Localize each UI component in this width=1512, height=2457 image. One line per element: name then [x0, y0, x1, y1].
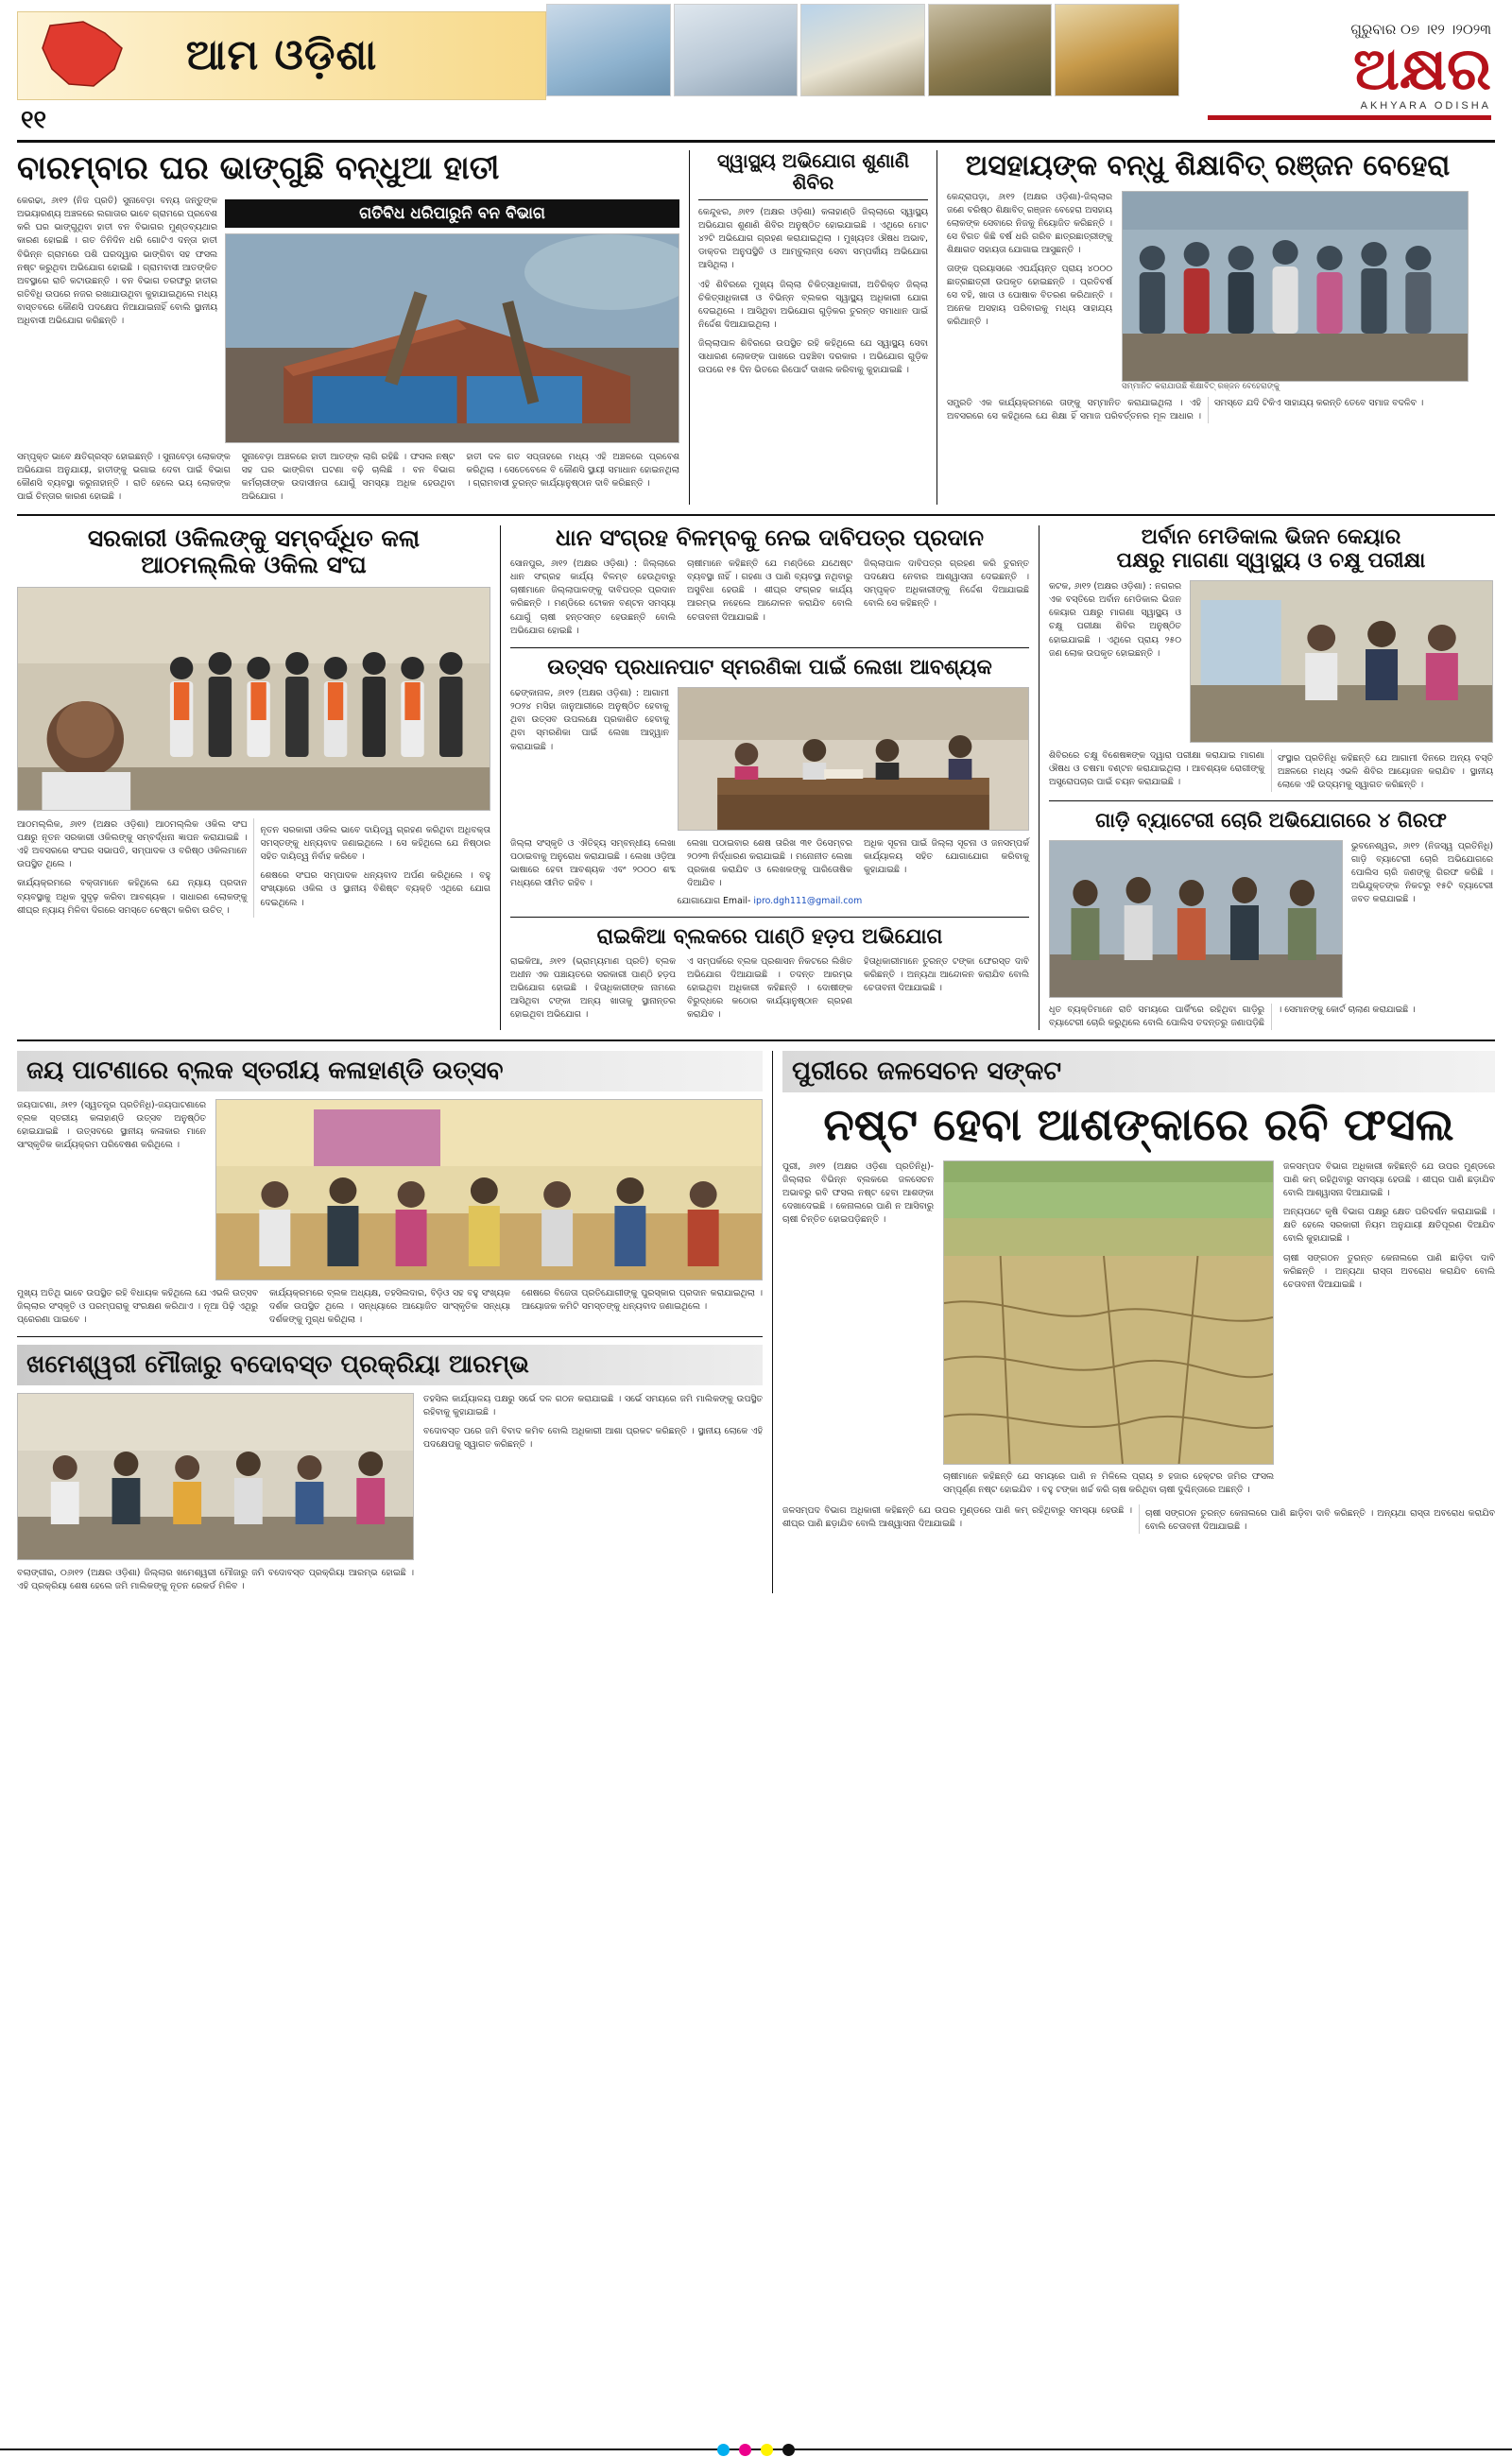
utsav-body-1: ଢେଙ୍କାନାଳ, ୬ା୧୨ (ଅକ୍ଷର ଓଡ଼ିଶା) : ଆଗାମୀ ୨୦୨୪ ମସିହା ଜାନୁଆରୀରେ ଅନୁଷ୍ଠିତ ହେବାକୁ ଥିବା ଉତ୍ସବ ଉପଲକ୍ଷେ ପ୍ରକାଶିତ ହେବାକୁ ଥିବା ସ୍ମରଣିକା ପାଇଁ ଲେଖା ଆହ୍ୱାନ କରାଯାଇଛି ।: [510, 688, 669, 752]
lawyer-headline-line1: ସରକାରୀ ଓକିଲଙ୍କୁ ସମ୍ବର୍ଦ୍ଧିତ କଲା: [87, 524, 421, 552]
paddy-headline: ଧାନ ସଂଗ୍ରହ ବିଳମ୍ବକୁ ନେଇ ଦାବିପତ୍ର ପ୍ରଦାନ: [555, 524, 985, 551]
stage-event-illustration: [216, 1100, 762, 1280]
theft-photo: [1049, 840, 1343, 998]
puri-body-3: ଜଳସମ୍ପଦ ବିଭାଗ ଅଧିକାରୀ କହିଛନ୍ତି ଯେ ଉପର ମୁଣ୍ଡରେ ପାଣି କମ୍ ରହିଥିବାରୁ ସମସ୍ୟା ହେଉଛି । ଶୀଘ୍ର ପାଣି ଛଡ଼ାଯିବ ବୋଲି ଆଶ୍ୱାସନା ଦିଆଯାଇଛି ।: [1283, 1160, 1495, 1199]
utsav-body-4: ଅଧିକ ସୂଚନା ପାଇଁ ଜିଲ୍ଲା ସୂଚନା ଓ ଜନସମ୍ପର୍କ କାର୍ଯ୍ୟାଳୟ ସହିତ ଯୋଗାଯୋଗ କରିବାକୁ କୁହାଯାଇଛି ।: [864, 838, 1029, 876]
elephant-body-3: ସୁନାବେଡ଼ା ଅଞ୍ଚଳରେ ହାତୀ ଆତଙ୍କ ଲାଗି ରହିଛି । ଫସଲ ନଷ୍ଟ ସହ ଘର ଭାଙ୍ଗିବା ଘଟଣା ବଢ଼ି ଚାଲିଛି । ବନ ବିଭାଗ କର୍ମଚାରୀଙ୍କ ଉଦାସୀନତା ଯୋଗୁଁ ସମସ୍ୟା ଅଧିକ ହେଉଥିବା ଅଭିଯୋଗ ।: [241, 452, 455, 503]
story-health-camp: [690, 150, 937, 505]
paddy-body-3: ଜିଲ୍ଲାପାଳ ଦାବିପତ୍ର ଗ୍ରହଣ କରି ତୁରନ୍ତ ପଦକ୍ଷେପ ନେବାର ଆଶ୍ୱାସନା ଦେଇଛନ୍ତି । ସମ୍ପୃକ୍ତ ଅଧିକାରୀଙ୍କୁ ନିର୍ଦ୍ଦେଶ ଦିଆଯାଇଛି ବୋଲି ସେ କହିଛନ୍ତି ।: [864, 558, 1029, 610]
kalahandi-body-1: ଜୟପାଟଣା, ୬ା୧୨ (ସ୍ୱତନ୍ତ୍ର ପ୍ରତିନିଧି)-ଜୟପାଟଣାରେ ବ୍ଲକ ସ୍ତରୀୟ କଳାହାଣ୍ଡି ଉତ୍ସବ ଅନୁଷ୍ଠିତ ହୋଇଯାଇଛି । ଉତ୍ସବରେ ସ୍ଥାନୀୟ କଳାକାର ମାନେ ସାଂସ୍କୃତିକ କାର୍ଯ୍ୟକ୍ରମ ପରିବେଷଣ କରିଥିଲେ ।: [17, 1099, 206, 1151]
color-bar-line: [0, 2448, 1512, 2450]
lawyers-group-illustration: [18, 588, 490, 810]
medical-headline-line1: ଅର୍ବାନ ମେଡିକାଲ ଭିଜନ କେୟାର: [1141, 524, 1401, 549]
elephant-photo: [225, 233, 679, 443]
khameswari-body-2: ତହସିଲ କାର୍ଯ୍ୟାଳୟ ପକ୍ଷରୁ ସର୍ଭେ ଦଳ ଗଠନ କରାଯାଇଛି । ସର୍ଭେ ସମୟରେ ଜମି ମାଲିକଙ୍କୁ ଉପସ୍ଥିତ ରହିବାକୁ କୁହାଯାଇଛି ।: [423, 1394, 763, 1418]
group-photo-illustration: [1123, 192, 1468, 381]
kalahandi-body-3: କାର୍ଯ୍ୟକ୍ରମରେ ବ୍ଲକ ଅଧ୍ୟକ୍ଷ, ତହସିଲଦାର, ବିଡ଼ିଓ ସହ ବହୁ ସଂଖ୍ୟକ ଦର୍ଶକ ଉପସ୍ଥିତ ଥିଲେ । ସନ୍ଧ୍ୟାରେ ଆୟୋଜିତ ସାଂସ୍କୃତିକ ସନ୍ଧ୍ୟା ଦର୍ଶକଙ୍କୁ ମୁଗ୍ଧ କରିଥିଲା ।: [269, 1287, 510, 1326]
masthead-photo-strip: [546, 0, 1179, 140]
puri-body-5-dup: ଚାଷୀ ସଙ୍ଗଠନ ତୁରନ୍ତ କେନାଲରେ ପାଣି ଛାଡ଼ିବା ଦାବି କରିଛନ୍ତି । ଅନ୍ୟଥା ରାସ୍ତା ଅବରୋଧ କରାଯିବ ବୋଲି ଚେତାବନୀ ଦିଆଯାଇଛି ।: [1145, 1508, 1495, 1533]
story-medical: [1049, 525, 1493, 793]
elephant-body-2: ସମ୍ପୃକ୍ତ ଭାବେ କ୍ଷତିଗ୍ରସ୍ତ ହୋଇଛନ୍ତି । ସୁନାବେଡ଼ା ଲୋକଙ୍କ ଅଭିଯୋଗ ଅନୁଯାୟୀ, ହାତୀଙ୍କୁ ଭଗାଇ ଦେବା ପାଇଁ ବିଭାଗ କୌଣସି ବ୍ୟବସ୍ଥା କରୁନାହାନ୍ତି । ରାତି ହେଲେ ଭୟ ଲୋକଙ୍କ ପାଇଁ ଚିନ୍ତାର କାରଣ ହୋଇଛି ।: [17, 452, 231, 503]
story-lawyer: [17, 525, 501, 1030]
masthead-photo-4: [928, 4, 1053, 96]
newspaper-logo-sub: AKHYARA ODISHA: [1360, 99, 1491, 112]
paddy-body-1: ସୋନପୁର, ୬ା୧୨ (ଅକ୍ଷର ଓଡ଼ିଶା) : ଜିଲ୍ଲାରେ ଧାନ ସଂଗ୍ରହ କାର୍ଯ୍ୟ ବିଳମ୍ବ ହେଉଥିବାରୁ ଚାଷୀମାନେ ଜିଲ୍ଲାପାଳଙ୍କୁ ଦାବିପତ୍ର ପ୍ରଦାନ କରିଛନ୍ତି । ମଣ୍ଡିରେ ଟୋକନ ବଣ୍ଟନ ସମସ୍ୟା ଯୋଗୁଁ ଚାଷୀ ହନ୍ତସନ୍ତ ହେଉଛନ୍ତି ବୋଲି ଅଭିଯୋଗ ହୋଇଛି ।: [510, 558, 676, 636]
kalahandi-utsav-banner: ଜୟ ପାଟଣାରେ ବ୍ଲକ ସ୍ତରୀୟ କଳାହାଣ୍ଡି ଉତ୍ସବ: [17, 1051, 763, 1091]
ranjan-photo: [1122, 191, 1469, 382]
story-ranjan: [937, 150, 1469, 505]
masthead-left: [17, 0, 546, 140]
masthead-photo-1: [546, 4, 671, 96]
khameswari-banner: ଖମେଶ୍ୱରୀ ମୌଜାରୁ ବଦୋବସ୍ତ ପ୍ରକ୍ରିୟା ଆରମ୍ଭ: [17, 1345, 763, 1385]
color-dot-magenta: [739, 2444, 751, 2456]
right-stack: [1040, 525, 1493, 1030]
ranjan-body-3: ସମ୍ପ୍ରତି ଏକ କାର୍ଯ୍ୟକ୍ରମରେ ତାଙ୍କୁ ସମ୍ମାନିତ କରାଯାଇଥିଲା । ଏହି ଅବସରରେ ସେ କହିଥିଲେ ଯେ ଶିକ୍ଷା ହିଁ ସମାଜ ପରିବର୍ତ୍ତନର ମୂଳ ଆଧାର । ସମସ୍ତେ ଯଦି ଟିକିଏ ସାହାଯ୍ୟ କରନ୍ତି ତେବେ ସମାଜ ବଦଳିବ ।: [947, 397, 1424, 421]
medical-body-1: କଟକ, ୬ା୧୨ (ଅକ୍ଷର ଓଡ଼ିଶା) : ନଗରର ଏକ ବସ୍ତିରେ ଅର୍ବାନ ମେଡିକାଲ ଭିଜନ କେୟାର ପକ୍ଷରୁ ମାଗଣା ସ୍ୱାସ୍ଥ୍ୟ ଓ ଚକ୍ଷୁ ପରୀକ୍ଷା ଶିବିର ଅନୁଷ୍ଠିତ ହୋଇଯାଇଛି । ଏଥିରେ ପ୍ରାୟ ୨୫୦ ଜଣ ଲୋକ ଉପକୃତ ହୋଇଛନ୍ତି ।: [1049, 581, 1181, 659]
page-number: ୧୧: [21, 105, 47, 134]
kalahandi-utsav-photo: [215, 1099, 763, 1280]
lawyer-photo: [17, 587, 490, 811]
dry-field-illustration: [944, 1161, 1273, 1464]
lawyer-body-2: କାର୍ଯ୍ୟକ୍ରମରେ ବକ୍ତାମାନେ କହିଥିଲେ ଯେ ନ୍ୟାୟ ପ୍ରଦାନ ବ୍ୟବସ୍ଥାକୁ ଅଧିକ ସୁଦୃଢ଼ କରିବା ଆବଶ୍ୟକ । ସାଧାରଣ ଲୋକଙ୍କୁ ଶୀଘ୍ର ନ୍ୟାୟ ମିଳିବା ଦିଗରେ ସମସ୍ତେ ଚେଷ୍ଟା କରିବା ଉଚିତ୍ ।: [17, 878, 248, 916]
theft-body-2: ଧୃତ ବ୍ୟକ୍ତିମାନେ ରାତି ସମୟରେ ପାର୍କିଂରେ ରହିଥିବା ଗାଡ଼ିରୁ ବ୍ୟାଟେରୀ ଚୋରି କରୁଥିଲେ ବୋଲି ପୋଲିସ ତଦନ୍ତରୁ ଜଣାପଡ଼ିଛି । ସେମାନଙ୍କୁ କୋର୍ଟ ଚାଲାଣ କରାଯାଇଛି ।: [1049, 1004, 1416, 1028]
newspaper-logo: ଅକ୍ଷର: [1352, 33, 1491, 103]
bottom-section: [17, 1051, 1495, 1594]
utsav-photo: [678, 687, 1029, 831]
puri-body-4: ଅନ୍ୟପଟେ କୃଷି ବିଭାଗ ପକ୍ଷରୁ କ୍ଷେତ ପରିଦର୍ଶନ କରାଯାଇଛି । କ୍ଷତି ହେଲେ ସରକାରୀ ନିୟମ ଅନୁଯାୟୀ କ୍ଷତିପୂରଣ ଦିଆଯିବ ବୋଲି କୁହାଯାଇଛି ।: [1283, 1207, 1495, 1245]
health-camp-headline: ସ୍ୱାସ୍ଥ୍ୟ ଅଭିଯୋଗ ଶୁଣାଣି ଶିବିର: [716, 149, 910, 194]
puri-headline: ନଷ୍ଟ ହେବା ଆଶଙ୍କାରେ ରବି ଫସଲ: [823, 1098, 1454, 1151]
masthead-photo-3: [800, 4, 925, 96]
story-elephant: [17, 150, 690, 505]
top-section: [17, 150, 1495, 505]
story-utsav: [510, 656, 1029, 908]
medical-photo: [1190, 580, 1493, 743]
puri-body-2: ଚାଷୀମାନେ କହିଛନ୍ତି ଯେ ସମୟରେ ପାଣି ନ ମିଳିଲେ ପ୍ରାୟ ୭ ହଜାର ହେକ୍ଟର ଜମିର ଫସଲ ସମ୍ପୂର୍ଣ୍ଣ ନଷ୍ଟ ହୋଇଯିବ । ବହୁ ଟଙ୍କା ଖର୍ଚ୍ଚ କରି ଚାଷ କରିଥିବା ଚାଷୀ ଦୁଶ୍ଚିନ୍ତାରେ ଅଛନ୍ତି ।: [943, 1470, 1274, 1495]
puri-body-3-dup: ଜଳସମ୍ପଦ ବିଭାଗ ଅଧିକାରୀ କହିଛନ୍ତି ଯେ ଉପର ମୁଣ୍ଡରେ ପାଣି କମ୍ ରହିଥିବାରୁ ସମସ୍ୟା ହେଉଛି । ଶୀଘ୍ର ପାଣି ଛଡ଼ାଯିବ ବୋଲି ଆଶ୍ୱାସନା ଦିଆଯାଇଛି ।: [782, 1505, 1132, 1530]
masthead-right: [1179, 0, 1495, 140]
story-theft: [1049, 809, 1493, 1029]
masthead-photo-2: [674, 4, 799, 96]
lawyer-body-1: ଆଠମଲ୍ଲିକ, ୬ା୧୨ (ଅକ୍ଷର ଓଡ଼ିଶା) ଆଠମଲ୍ଲିକ ଓକିଲ ସଂଘ ପକ୍ଷରୁ ନୂତନ ସରକାରୀ ଓକିଲଙ୍କୁ ସମ୍ବର୍ଦ୍ଧନା ଜ୍ଞାପନ କରାଯାଇଛି । ଏହି ଅବସରରେ ସଂଘର ସଭାପତି, ସମ୍ପାଦକ ଓ ବରିଷ୍ଠ ଓକିଲମାନେ ଉପସ୍ଥିତ ଥିଲେ ।: [17, 819, 248, 870]
medical-camp-illustration: [1191, 581, 1492, 742]
registration-color-bar: [0, 2442, 1512, 2457]
elephant-headline: ବାରମ୍ବାର ଘର ଭାଙ୍ଗୁଛି ବନ୍ଧୁଆ ହାତୀ: [17, 149, 500, 187]
bank-body-3: ହିତାଧିକାରୀମାନେ ତୁରନ୍ତ ଟଙ୍କା ଫେରସ୍ତ ଦାବି କରିଛନ୍ତି । ଅନ୍ୟଥା ଆନ୍ଦୋଳନ କରାଯିବ ବୋଲି ଚେତାବନୀ ଦିଆଯାଇଛି ।: [864, 955, 1029, 994]
lawyer-body-4: ଶେଷରେ ସଂଘର ସମ୍ପାଦକ ଧନ୍ୟବାଦ ଅର୍ପଣ କରିଥିଲେ । ବହୁ ସଂଖ୍ୟାରେ ଓକିଲ ଓ ସ୍ଥାନୀୟ ବିଶିଷ୍ଟ ବ୍ୟକ୍ତି ଏଥିରେ ଯୋଗ ଦେଇଥିଲେ ।: [260, 870, 490, 908]
khameswari-photo: [17, 1393, 414, 1560]
story-bank: [510, 925, 1029, 1022]
utsav-email[interactable]: ipro.dgh111@gmail.com: [753, 895, 863, 906]
odisha-map-icon: [31, 16, 145, 95]
masthead: [17, 0, 1495, 143]
middle-section: [17, 525, 1495, 1030]
masthead-photo-5: [1055, 4, 1179, 96]
utsav-email-label: ଯୋଗାଯୋଗ Email-: [677, 895, 751, 906]
puri-kicker: ପୁରୀରେ ଜଳସେଚନ ସଙ୍କଟ: [782, 1051, 1495, 1092]
utsav-body-2: ଜିଲ୍ଲା ସଂସ୍କୃତି ଓ ଐତିହ୍ୟ ସମ୍ବନ୍ଧୀୟ ଲେଖା ପଠାଇବାକୁ ଅନୁରୋଧ କରାଯାଇଛି । ଲେଖା ଓଡ଼ିଆ ଭାଷାରେ ହେବା ଆବଶ୍ୟକ ଏବଂ ୨୦୦୦ ଶବ୍ଦ ମଧ୍ୟରେ ସୀମିତ ରହିବ ।: [510, 838, 676, 889]
medical-headline-line2: ପକ୍ଷରୁ ମାଗଣା ସ୍ୱାସ୍ଥ୍ୟ ଓ ଚକ୍ଷୁ ପରୀକ୍ଷା: [1116, 548, 1426, 573]
bottom-left-stack: [17, 1051, 773, 1594]
story-paddy: [510, 525, 1029, 638]
meeting-room-illustration: [679, 688, 1028, 830]
ranjan-body-2: ତାଙ୍କ ପ୍ରୟାସରେ ଏପର୍ଯ୍ୟନ୍ତ ପ୍ରାୟ ୪୦୦୦ ଛାତ୍ରଛାତ୍ରୀ ଉପକୃତ ହୋଇଛନ୍ତି । ପ୍ରତିବର୍ଷ ସେ ବହି, ଖାତା ଓ ପୋଷାକ ବିତରଣ କରିଥାନ୍ତି । ଅନେକ ଅସହାୟ ପରିବାରକୁ ମଧ୍ୟ ସାହାଯ୍ୟ କରିଥାନ୍ତି ।: [947, 264, 1112, 328]
publication-date: ଗୁରୁବାର ୦୭ ।୧୨ ।୨୦୨୩: [1350, 20, 1491, 38]
medical-body-3: ସଂସ୍ଥାର ପ୍ରତିନିଧି କହିଛନ୍ତି ଯେ ଆଗାମୀ ଦିନରେ ଅନ୍ୟ ବସ୍ତି ଅଞ୍ଚଳରେ ମଧ୍ୟ ଏଭଳି ଶିବିର ଆୟୋଜନ କରାଯିବ । ସ୍ଥାନୀୟ ଲୋକେ ଏହି ଉଦ୍ୟମକୁ ସ୍ୱାଗତ କରିଛନ୍ତି ।: [1278, 753, 1493, 791]
khameswari-body-1: ବଲାଙ୍ଗୀର, ୦୬ା୧୨ (ଅକ୍ଷର ଓଡ଼ିଶା) ଜିଲ୍ଲାର ଖମେଶ୍ୱରୀ ମୌଜାରୁ ଜମି ବଦୋବସ୍ତ ପ୍ରକ୍ରିୟା ଆରମ୍ଭ ହୋଇଛି । ଏହି ପ୍ରକ୍ରିୟା ଶେଷ ହେଲେ ଜମି ମାଲିକଙ୍କୁ ନୂତନ ରେକର୍ଡ ମିଳିବ ।: [17, 1568, 414, 1592]
theft-body-1: ଭୁବନେଶ୍ୱର, ୬ା୧୨ (ନିଜସ୍ୱ ପ୍ରତିନିଧି) ଗାଡ଼ି ବ୍ୟାଟେରୀ ଚୋରି ଅଭିଯୋଗରେ ପୋଲିସ ଚାରି ଜଣଙ୍କୁ ଗିରଫ କରିଛି । ଅଭିଯୁକ୍ତଙ୍କ ନିକଟରୁ ୧୫ଟି ବ୍ୟାଟେରୀ ଜବତ କରାଯାଇଛି ।: [1351, 840, 1493, 905]
utsav-headline: ଉତ୍ସବ ପ୍ରଧାନପାଟ ସ୍ମରଣିକା ପାଇଁ ଲେଖା ଆବଶ୍ୟକ: [547, 655, 992, 679]
ranjan-photo-caption: ସମ୍ମାନିତ କରାଯାଉଛି ଶିକ୍ଷାବିତ୍ ରଞ୍ଜନ ବେହେରାଙ୍କୁ: [1122, 381, 1280, 391]
ranjan-body-1: କେନ୍ଦ୍ରାପଡ଼ା, ୬ା୧୨ (ଅକ୍ଷର ଓଡ଼ିଶା)-ଜିଲ୍ଲାର ଜଣେ ବରିଷ୍ଠ ଶିକ୍ଷାବିତ୍ ରଞ୍ଜନ ବେହେରା ଅସହାୟ ଲୋକଙ୍କ ସେବାରେ ନିଜକୁ ନିୟୋଜିତ କରିଛନ୍ତି । ସେ ବିଗତ କିଛି ବର୍ଷ ଧରି ଗରିବ ଛାତ୍ରଛାତ୍ରୀଙ୍କୁ ଶିକ୍ଷାଗତ ସହାୟତା ଯୋଗାଇ ଆସୁଛନ୍ତି ।: [947, 191, 1112, 255]
bank-headline: ରାଇକିଆ ବ୍ଲକରେ ପାଣ୍ଠି ହଡ଼ପ ଅଭିଯୋଗ: [596, 924, 943, 949]
kalahandi-body-4: ଶେଷରେ ବିଜେତା ପ୍ରତିଯୋଗୀଙ୍କୁ ପୁରସ୍କାର ପ୍ରଦାନ କରାଯାଇଥିଲା । ଆୟୋଜକ କମିଟି ସମସ୍ତଙ୍କୁ ଧନ୍ୟବାଦ ଜଣାଇଥିଲେ ।: [522, 1287, 763, 1312]
health-camp-body-2: ଏହି ଶିବିରରେ ମୁଖ୍ୟ ଜିଲ୍ଲା ଚିକିତ୍ସାଧିକାରୀ, ଅତିରିକ୍ତ ଜିଲ୍ଲା ଚିକିତ୍ସାଧିକାରୀ ଓ ବିଭିନ୍ନ ବ୍ଲକର ସ୍ୱାସ୍ଥ୍ୟ ଅଧିକାରୀ ଯୋଗ ଦେଇଥିଲେ । ଆସିଥିବା ଅଭିଯୋଗ ଗୁଡ଼ିକର ତୁରନ୍ତ ସମାଧାନ ପାଇଁ ନିର୍ଦ୍ଦେଶ ଦିଆଯାଇଥିଲା ।: [698, 279, 928, 330]
utsav-contact-line: [510, 895, 1029, 908]
color-dot-cyan: [717, 2444, 730, 2456]
lawyer-body-3: ନୂତନ ସରକାରୀ ଓକିଲ ଭାବେ ଦାୟିତ୍ୱ ଗ୍ରହଣ କରିଥିବା ଅଧିବକ୍ତା ସମସ୍ତଙ୍କୁ ଧନ୍ୟବାଦ ଜଣାଇଥିଲେ । ସେ କହିଥିଲେ ଯେ ନିଷ୍ଠାର ସହିତ ଦାୟିତ୍ୱ ନିର୍ବାହ କରିବେ ।: [260, 825, 490, 863]
theft-headline: ଗାଡ଼ି ବ୍ୟାଟେରୀ ଚୋରି ଅଭିଯୋଗରେ ୪ ଗିରଫ: [1095, 809, 1447, 833]
puri-body-5: ଚାଷୀ ସଙ୍ଗଠନ ତୁରନ୍ତ କେନାଲରେ ପାଣି ଛାଡ଼ିବା ଦାବି କରିଛନ୍ତି । ଅନ୍ୟଥା ରାସ୍ତା ଅବରୋଧ କରାଯିବ ବୋଲି ଚେତାବନୀ ଦିଆଯାଇଛି ।: [1283, 1252, 1495, 1290]
color-dot-black: [782, 2444, 795, 2456]
utsav-body-3: ଲେଖା ପଠାଇବାର ଶେଷ ତାରିଖ ୩୧ ଡିସେମ୍ବର ୨୦୨୩ ନିର୍ଦ୍ଧାରଣ କରାଯାଇଛି । ମନୋନୀତ ଲେଖା ପ୍ରକାଶ କରାଯିବ ଓ ଲେଖକଙ୍କୁ ପାରିତୋଷିକ ଦିଆଯିବ ।: [687, 838, 852, 889]
section-banner: [17, 11, 546, 100]
elephant-subhead: ଗତିବିଧ ଧରିପାରୁନି ବନ ବିଭାଗ: [225, 199, 679, 228]
health-camp-body-1: କେନ୍ଦୁଝର, ୬ା୧୨ (ଅକ୍ଷର ଓଡ଼ିଶା) କଳାହାଣ୍ଡି ଜିଲ୍ଲାରେ ସ୍ୱାସ୍ଥ୍ୟ ଅଭିଯୋଗ ଶୁଣାଣି ଶିବିର ଅନୁଷ୍ଠିତ ହୋଇଯାଇଛି । ଏଥିରେ ମୋଟ ୪୨ଟି ଅଭିଯୋଗ ଗ୍ରହଣ କରାଯାଇଥିଲା । ମୁଖ୍ୟତଃ ଔଷଧ ଅଭାବ, ଡାକ୍ତର ଅନୁପସ୍ଥିତି ଓ ଆମ୍ବୁଲାନ୍ସ ସେବା ସମ୍ପର୍କୀୟ ଅଭିଯୋଗ ଆସିଥିଲା ।: [698, 207, 928, 271]
ranjan-headline: ଅସହାୟଙ୍କ ବନ୍ଧୁ ଶିକ୍ଷାବିତ୍ ରଞ୍ଜନ ବେହେରା: [965, 149, 1451, 182]
section-banner-title: ଆମ ଓଡ଼ିଶା: [185, 31, 378, 79]
police-arrest-illustration: [1050, 841, 1342, 997]
khameswari-body-3: ବଦୋବସ୍ତ ପରେ ଜମି ବିବାଦ କମିବ ବୋଲି ଅଧିକାରୀ ଆଶା ପ୍ରକଟ କରିଛନ୍ତି । ସ୍ଥାନୀୟ ଲୋକେ ଏହି ପଦକ୍ଷେପକୁ ସ୍ୱାଗତ କରିଛନ୍ତି ।: [423, 1426, 763, 1451]
broken-house-illustration: [226, 234, 679, 442]
elephant-body-1: କେରଢା, ୬ା୧୨ (ନିଜ ପ୍ରତି) ସୁନାବେଡ଼ା ବନ୍ୟ ଜନ୍ତୁଙ୍କ ଅଭୟାରଣ୍ୟ ଅଞ୍ଚଳରେ ଲଗାତାର ଭାବେ ଗ୍ରାମରେ ପ୍ରବେଶ କରି ଘର ଭାଙ୍ଗୁଥିବା ହାତୀ ବନ ବିଭାଗର ମୁଣ୍ଡବ୍ୟଥାର କାରଣ ହୋଇଛି । ଗତ ତିନିଦିନ ଧରି ଗୋଟିଏ ଦନ୍ତା ହାତୀ ବିଭିନ୍ନ ଗ୍ରାମରେ ପଶି ଘରଦ୍ୱାର ଭାଙ୍ଗିବା ସହ ଫସଲ ନଷ୍ଟ କରୁଥିବା ଅଭିଯୋଗ ହୋଇଛି । ଗ୍ରାମବାସୀ ଆତଙ୍କିତ ଅବସ୍ଥାରେ ରାତି କଟାଉଛନ୍ତି । ବନ ବିଭାଗ ତରଫରୁ ହାତୀର ଗତିବିଧି ଉପରେ ନଜର ରଖାଯାଉଥିବା କୁହାଯାଇଥିଲେ ମଧ୍ୟ ବାସ୍ତବରେ କୌଣସି ପଦକ୍ଷେପ ନିଆଯାଇନାହିଁ ବୋଲି ସ୍ଥାନୀୟ ଅଧିବାସୀ ଅଭିଯୋଗ କରିଛନ୍ତି ।: [17, 196, 217, 327]
story-puri-water: [773, 1051, 1495, 1594]
settlement-meeting-illustration: [18, 1394, 413, 1559]
medical-body-2: ଶିବିରରେ ଚକ୍ଷୁ ବିଶେଷଜ୍ଞଙ୍କ ଦ୍ୱାରା ପରୀକ୍ଷା କରାଯାଇ ମାଗଣା ଔଷଧ ଓ ଚଷମା ବଣ୍ଟନ କରାଯାଇଥିଲା । ଆବଶ୍ୟକ ରୋଗୀଙ୍କୁ ଅସ୍ତ୍ରୋପଚାର ପାଇଁ ଚୟନ କରାଯାଇଛି ।: [1049, 750, 1264, 788]
lawyer-headline-line2: ଆଠମଲ୍ଲିକ ଓକିଲ ସଂଘ: [141, 551, 367, 579]
color-dot-yellow: [761, 2444, 773, 2456]
bank-body-1: ରାଇକିଆ, ୬ା୧୨ (ଭ୍ରାମ୍ୟମାଣ ପ୍ରତି) ବ୍ଲକ ଅଧୀନ ଏକ ପଞ୍ଚାୟତରେ ସରକାରୀ ପାଣ୍ଠି ହଡ଼ପ ଅଭିଯୋଗ ହୋଇଛି । ହିତାଧିକାରୀଙ୍କ ନାମରେ ଆସିଥିବା ଟଙ୍କା ଅନ୍ୟ ଖାତାକୁ ସ୍ଥାନାନ୍ତର ହୋଇଥିବା ଅଭିଯୋଗ ।: [510, 955, 676, 1021]
kalahandi-body-2: ମୁଖ୍ୟ ଅତିଥି ଭାବେ ଉପସ୍ଥିତ ରହି ବିଧାୟକ କହିଥିଲେ ଯେ ଏଭଳି ଉତ୍ସବ ଜିଲ୍ଲାର ସଂସ୍କୃତି ଓ ପରମ୍ପରାକୁ ସଂରକ୍ଷଣ କରିଥାଏ । ନୂଆ ପିଢ଼ି ଏଥିରୁ ପ୍ରେରଣା ପାଇବେ ।: [17, 1287, 258, 1326]
masthead-rule: [1208, 115, 1491, 120]
center-stack: [501, 525, 1040, 1030]
elephant-body-4: ହାତୀ ଦଳ ଗତ ସପ୍ତାହରେ ମଧ୍ୟ ଏହି ଅଞ୍ଚଳରେ ପ୍ରବେଶ କରିଥିଲା । ସେତେବେଳେ ବି କୌଣସି ସ୍ଥାୟୀ ସମାଧାନ ହୋଇନଥିଲା । ଗ୍ରାମବାସୀ ତୁରନ୍ତ କାର୍ଯ୍ୟାନୁଷ୍ଠାନ ଦାବି କରିଛନ୍ତି ।: [466, 452, 679, 490]
paddy-body-2: ଚାଷୀମାନେ କହିଛନ୍ତି ଯେ ମଣ୍ଡିରେ ଯଥେଷ୍ଟ ବ୍ୟବସ୍ଥା ନାହିଁ । ଗହଣା ଓ ପାଣି ବ୍ୟବସ୍ଥା ନଥିବାରୁ ଅସୁବିଧା ହେଉଛି । ଶୀଘ୍ର ସଂଗ୍ରହ କାର୍ଯ୍ୟ ଆରମ୍ଭ ନହେଲେ ଆନ୍ଦୋଳନ କରାଯିବ ବୋଲି ଚେତାବନୀ ଦିଆଯାଇଛି ।: [687, 558, 852, 623]
bank-body-2: ଏ ସମ୍ପର୍କରେ ବ୍ଲକ ପ୍ରଶାସନ ନିକଟରେ ଲିଖିତ ଅଭିଯୋଗ ଦିଆଯାଇଛି । ତଦନ୍ତ ଆରମ୍ଭ ହୋଇଥିବା ଅଧିକାରୀ କହିଛନ୍ତି । ଦୋଷୀଙ୍କ ବିରୁଦ୍ଧରେ କଠୋର କାର୍ଯ୍ୟାନୁଷ୍ଠାନ ଗ୍ରହଣ କରାଯିବ ।: [687, 955, 852, 1021]
puri-field-photo: [943, 1160, 1274, 1465]
puri-body-1: ପୁରୀ, ୬ା୧୨ (ଅକ୍ଷର ଓଡ଼ିଶା ପ୍ରତିନିଧି)- ଜିଲ୍ଲାର ବିଭିନ୍ନ ବ୍ଲକରେ ଜଳସେଚନ ଅଭାବରୁ ରବି ଫସଲ ନଷ୍ଟ ହେବା ଆଶଙ୍କା ଦେଖାଦେଇଛି । କେନାଲରେ ପାଣି ନ ଆସିବାରୁ ଚାଷୀ ଚିନ୍ତିତ ହୋଇପଡ଼ିଛନ୍ତି ।: [782, 1160, 934, 1226]
health-camp-body-3: ଜିଲ୍ଲାପାଳ ଶିବିରରେ ଉପସ୍ଥିତ ରହି କହିଥିଲେ ଯେ ସ୍ୱାସ୍ଥ୍ୟ ସେବା ସାଧାରଣ ଲୋକଙ୍କ ପାଖରେ ପହଞ୍ଚିବା ଦରକାର । ଅଭିଯୋଗ ଗୁଡ଼ିକ ଉପରେ ୧୫ ଦିନ ଭିତରେ ରିପୋର୍ଟ ଦାଖଲ କରିବାକୁ କୁହାଯାଇଛି ।: [698, 337, 928, 376]
